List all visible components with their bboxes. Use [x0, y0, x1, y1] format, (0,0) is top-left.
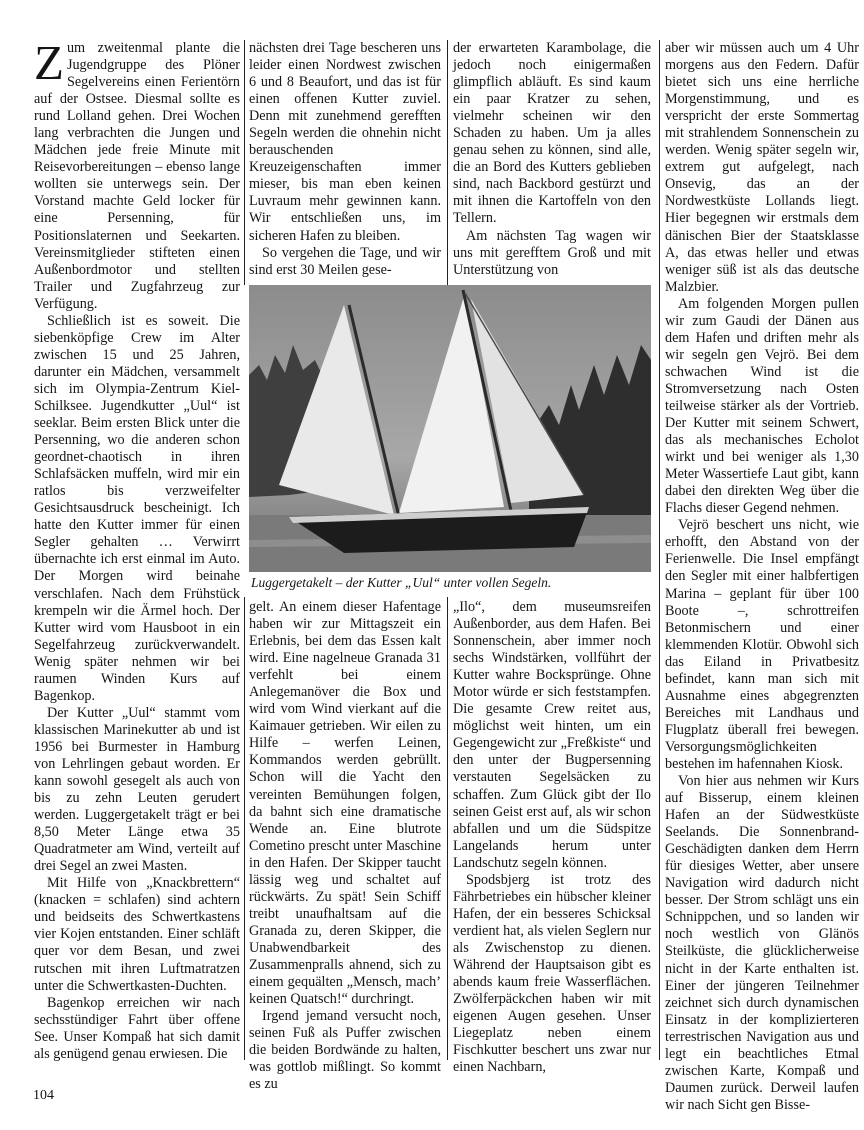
- article-column-2-top: [249, 40, 441, 278]
- article-paragraph: So vergehen die Tage, und wir sind erst 30 Meilen gese-: [249, 244, 441, 278]
- article-paragraph: Bagenkop erreichen wir nach sechsstündiger Fahrt über offene See. Unser Kompaß hat sich damit als genügend genau erwiesen. Die: [34, 994, 240, 1062]
- article-paragraph: Vejrö beschert uns nicht, wie erhofft, den Abstand von der Ferienwelle. Die Insel empfängt den Segler mit einer halbfertigen Marina – geplant für über 100 Boote –, schrottreifen Betonmischern und einer klemmenden Klotür. Obwohl sich das Eiland in Privatbesitz befindet, kann man sich mit Ausnahme eines abgegrenzten Bereiches mit Landhaus und Flugplatz überall frei bewegen. Versorgungsmöglichkeiten bestehen im hafennahen Kiosk.: [665, 517, 859, 772]
- column-divider: [447, 40, 448, 285]
- sailboat-photo: [249, 285, 651, 572]
- article-column-1: [34, 35, 240, 1062]
- article-paragraph: nächsten drei Tage bescheren uns leider einen Nordwest zwischen 6 und 8 Beaufort, und das ist für einen offenen Kutter zuviel. Denn mit zunehmend gerefften Segeln werden die ohnehin nicht berauschenden Kreuzeigenschaften immer mieser, bis man eben keinen Luvraum mehr gewinnen kann. Wir entschließen uns, im sicheren Hafen zu bleiben.: [249, 40, 441, 244]
- page-number: 104: [33, 1088, 54, 1103]
- article-column-3-top: [453, 40, 651, 278]
- article-column-2-bottom: [249, 599, 441, 1093]
- article-paragraph: Irgend jemand versucht noch, seinen Fuß als Puffer zwischen die beiden Bordwände zu halten, was gottlob mißlingt. So kommt es zu: [249, 1008, 441, 1093]
- column-divider: [447, 597, 448, 1060]
- article-column-3-bottom: [453, 599, 651, 1076]
- article-paragraph: der erwarteten Karambolage, die jedoch noch einigermaßen glimpflich abläuft. Es sind kaum ein paar Kratzer zu sehen, vielmehr scheinen wir den Schaden zu haben. Um ja alles genau sehen zu können, sind alle, die an Bord des Kutters geblieben sind, nach Backbord gestürzt und mit ihnen die Kartoffeln von den Tellern.: [453, 40, 651, 227]
- article-paragraph: Am nächsten Tag wagen wir uns mit gerefftem Groß und mit Unterstützung von: [453, 227, 651, 278]
- article-paragraph: Mit Hilfe von „Knackbrettern“ (knacken = schlafen) sind achtern und beidseits des Schwertkastens vier Kojen entstanden. Einer schläft quer vor dem Besan, und zwei rutschen mit ihren Luftmatratzen unter die Schwertkasten-Duchten.: [34, 875, 240, 994]
- article-column-4: [665, 40, 859, 1113]
- article-paragraph: [34, 35, 240, 313]
- article-paragraph: Am folgenden Morgen pullen wir zum Gaudi der Dänen aus dem Hafen und driften mehr als wir segeln gen Vejrö. Bei dem schwachen Wind ist die Stromversetzung nach Osten teilweise stärker als der Vortrieb. Der Kutter mit seinem Schwert, das als mechanisches Echolot wirkt und bei weniger als 1,30 Meter Wassertiefe Laut gibt, kann dabei den direkten Weg über die Flachs dieser Gegend nehmen.: [665, 295, 859, 517]
- column-divider: [244, 597, 245, 1060]
- column-divider: [659, 40, 660, 1060]
- article-paragraph: aber wir müssen auch um 4 Uhr morgens aus den Federn. Dafür bietet sich uns eine herrliche Morgenstimmung, und es verspricht der erste Sommertag mit strahlendem Sonnenschein zu werden. Wenig später segeln wir, extrem gut aufgelegt, nach Onsevig, das an der Nordwestküste Lollands liegt. Hier begegnen wir erstmals dem dänischen Bier der Staatsklasse A, das etwas heller und etwas weniger süß ist als das deutsche Malzbier.: [665, 40, 859, 295]
- photo-caption: Luggergetakelt – der Kutter „Uul“ unter vollen Segeln.: [251, 575, 552, 590]
- drop-cap: Z: [34, 35, 64, 90]
- article-paragraph: Schließlich ist es soweit. Die siebenköpfige Crew im Alter zwischen 15 und 25 Jahren, darunter ein Mädchen, versammelt sich im Olympia-Zentrum Kiel-Schilksee. Jugendkutter „Uul“ ist seeklar. Beim ersten Blick unter die Persenning, wo die anderen schon geordnet-chaotisch in ihren Schlafsäcken muffeln, wird mir ein ratlos bis verzweifelter Gesichtsausdruck bescheinigt. Ich hatte den Kutter immer für einen Segler gehalten … Verwirrt übernachte ich erst einmal im Auto. Der Morgen wird beinahe verschlafen. Nach dem Frühstück krempeln wir die Ärmel hoch. Der Kutter wird vom Hausboot in ein Segelfahrzeug zurückverwandelt. Wenig später nehmen wir bei raumen Winden Kurs auf Bagenkop.: [34, 312, 240, 704]
- article-paragraph: Der Kutter „Uul“ stammt vom klassischen Marinekutter ab und ist 1956 bei Burmester in Hamburg von Lehrlingen gebaut worden. Er kann sowohl gesegelt als auch von bis zu zehn Leuten gerudert werden. Luggergetakelt trägt er bei 8,50 Meter Länge etwa 35 Quadratmeter am Wind, verteilt auf drei Segel an zwei Masten.: [34, 704, 240, 875]
- article-paragraph: Spodsbjerg ist trotz des Fährbetriebes ein hübscher kleiner Hafen, der ein besseres Schicksal verdient hat, als vielen Seglern nur als Zwischenstop zu dienen. Während der Hauptsaison gibt es abends kaum freie Wasserflächen. Zwölferpäckchen haben wir mit eigenen Augen gesehen. Unser Liegeplatz neben einem Fischkutter beschert uns zwar nur einen Nachbarn,: [453, 871, 651, 1076]
- sailboat-illustration: [249, 285, 651, 572]
- article-paragraph: gelt. An einem dieser Hafentage haben wir zur Mittagszeit ein Erlebnis, bei dem das Essen kalt wird. Eine nagelneue Granada 31 verfehlt bei einem Anlegemanöver die Box und wird vom Wind vierkant auf die Kaimauer getrieben. Wir eilen zu Hilfe – werfen Leinen, Kommandos werden gebrüllt. Schon will die Yacht den vereinten Bemühungen folgen, da bahnt sich eine dramatische Wende an. Eine blutrote Cometino prescht unter Maschine in den Hafen. Der Skipper taucht lässig weg und schaltet auf rückwärts. Zu spät! Sein Schiff treibt unaufhaltsam auf die Granada zu, deren Skipper, die Unabwendbarkeit des Zusammenpralls ahnend, sich zu einem gequälten „Mensch, mach’ keinen Quatsch!“ durchringt.: [249, 599, 441, 1008]
- paragraph-text: um zweitenmal plante die Jugendgruppe des Plöner Segelvereins einen Ferientörn auf der Ostsee. Diesmal sollte es rund Lolland gehen. Drei Wochen lang verbrachten die Jungen und Mädchen jede freie Minute mit Reisevorbereitungen – ebenso lange wollten sie unterwegs sein. Der Vorstand machte Geld locker für eine Persenning, für Positionslaternen und Seekarten. Vereinsmitglieder stifteten einen Außenbordmotor und stellten Trailer und Zugfahrzeug zur Verfügung.: [34, 40, 240, 312]
- article-paragraph: „Ilo“, dem museumsreifen Außenborder, aus dem Hafen. Bei Sonnenschein, aber immer noch sechs Windstärken, vollführt der Kutter wahre Bocksprünge. Ohne Motor würde er sich feststampfen. Die gesamte Crew reitet aus, möglichst weit hinten, um ein Gegengewicht zur „Freßkiste“ und den unter der Bugpersenning verstauten Segelsäcken zu schaffen. Zum Glück gibt der Ilo seinen Geist erst auf, als wir schon abfallen und um die Südspitze Langelands herum unter Landschutz segeln können.: [453, 599, 651, 871]
- article-paragraph: Von hier aus nehmen wir Kurs auf Bisserup, einem kleinen Hafen an der Südwestküste Seelands. Die Sonnenbrand-Geschädigten danken dem Herrn für diesiges Wetter, aber unsere Navigation wird dadurch nicht besser. Der Strom schlägt uns ein Schnippchen, und so landen wir noch westlich von Glänös Steilküste, die glücklicherweise nicht in der Karte enthalten ist. Einer der jüngeren Teilnehmer zeichnet sich durch dynamischen Einsatz in der komplizierteren terrestrischen Navigation aus und legt ein beachtliches Etmal zwischen Karte, Kompaß und Daumen zurück. Derweil laufen wir nach Sicht gen Bisse-: [665, 773, 859, 1113]
- column-divider: [244, 40, 245, 285]
